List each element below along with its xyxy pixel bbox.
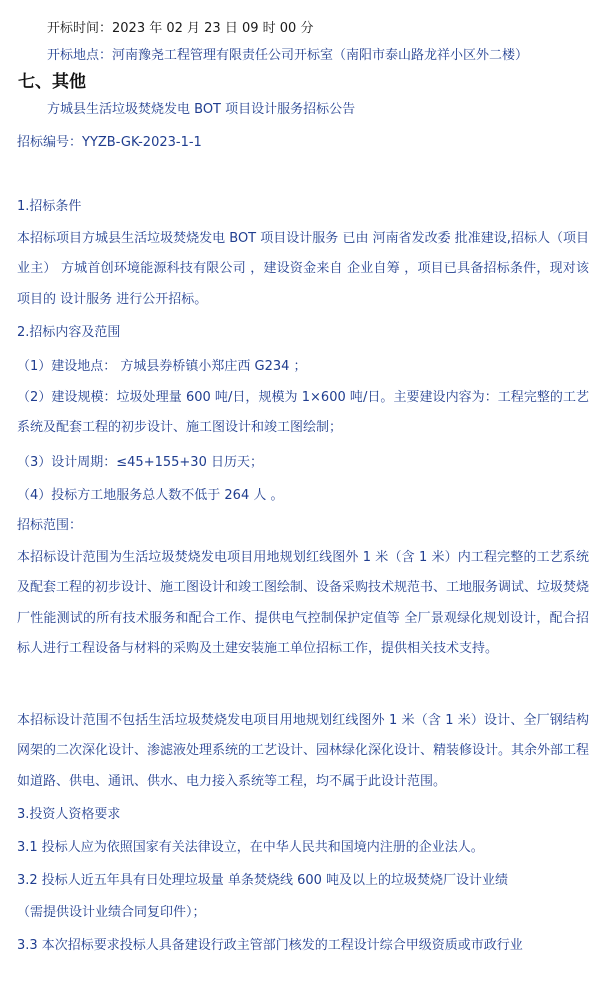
section-2-item-2: （2）建设规模：垃圾处理量 600 吨/日，规模为 1×600 吨/日。主要建设内容为：工程完整的工艺系统及配套工程的初步设计、施工图设计和竣工图绘制； (17, 390, 589, 436)
scope-body-2: 本招标设计范围不包括生活垃圾焚烧发电项目用地规划红线图外 1 米（含 1 米）设计、全厂钢结构网架的二次深化设计、渗滤液处理系统的工艺设计、园林绿化深化设计、精装修设计。其余外部工程如道路、供电、通讯、供水、电力接入系统等工程，均不属于此设计范围。 (17, 713, 590, 789)
scope-title: 招标范围： (17, 518, 83, 533)
section-2-item-4: （4）投标方工地服务总人数不低于 264 人 。 (17, 488, 284, 503)
open-time: 开标时间：2023 年 02 月 23 日 09 时 00 分 (47, 21, 314, 36)
section-3-item-1: 3.1 投标人应为依照国家有关法律设立，在中华人民共和国境内注册的企业法人。 (17, 840, 484, 855)
section-3-item-2b: （需提供设计业绩合同复印件）； (17, 905, 206, 920)
section-3-item-2a: 3.2 投标人近五年具有日处理垃圾量 单条焚烧线 600 吨及以上的垃圾焚烧厂设计业绩 (17, 873, 509, 888)
section-2-item-1: （1）建设地点： 方城县券桥镇小郑庄西 G234 ； (17, 359, 307, 374)
section-2-item-3: （3）设计周期：≤45+155+30 日历天； (17, 455, 263, 470)
notice-title: 方城县生活垃圾焚烧发电 BOT 项目设计服务招标公告 (47, 102, 356, 117)
section-3-item-3: 3.3 本次招标要求投标人具备建设行政主管部门核发的工程设计综合甲级资质或市政行业 (17, 938, 523, 953)
section-2-title: 2.招标内容及范围 (17, 325, 121, 340)
section-1-title: 1.招标条件 (17, 199, 82, 214)
open-place: 开标地点：河南豫尧工程管理有限责任公司开标室（南阳市泰山路龙祥小区外二楼） (47, 48, 529, 63)
scope-body-1: 本招标设计范围为生活垃圾焚烧发电项目用地规划红线图外 1 米（含 1 米）内工程完整的工艺系统及配套工程的初步设计、施工图设计和竣工图绘制、设备采购技术规范书、工地服务调试、垃圾焚烧厂性能测试的所有技术服务和配合工作、提供电气控制保护定值等 全厂景观绿化规划设计，配合招标人进行工程设备与材料的采购及土建安装施工单位招标工作，提供相关技术支持。 (17, 550, 590, 657)
section-3-title: 3.投资人资格要求 (17, 807, 121, 822)
bid-number: 招标编号：YYZB-GK-2023-1-1 (17, 135, 202, 150)
section-7-heading: 七、其他 (18, 72, 86, 92)
section-1-body: 本招标项目方城县生活垃圾焚烧发电 BOT 项目设计服务 已由 河南省发改委 批准建设,招标人（项目业主） 方城首创环境能源科技有限公司 ，建设资金来自 企业自筹 ，项目已具备招标条件，现对该项目的 设计服务 进行公开招标。 (17, 231, 589, 307)
